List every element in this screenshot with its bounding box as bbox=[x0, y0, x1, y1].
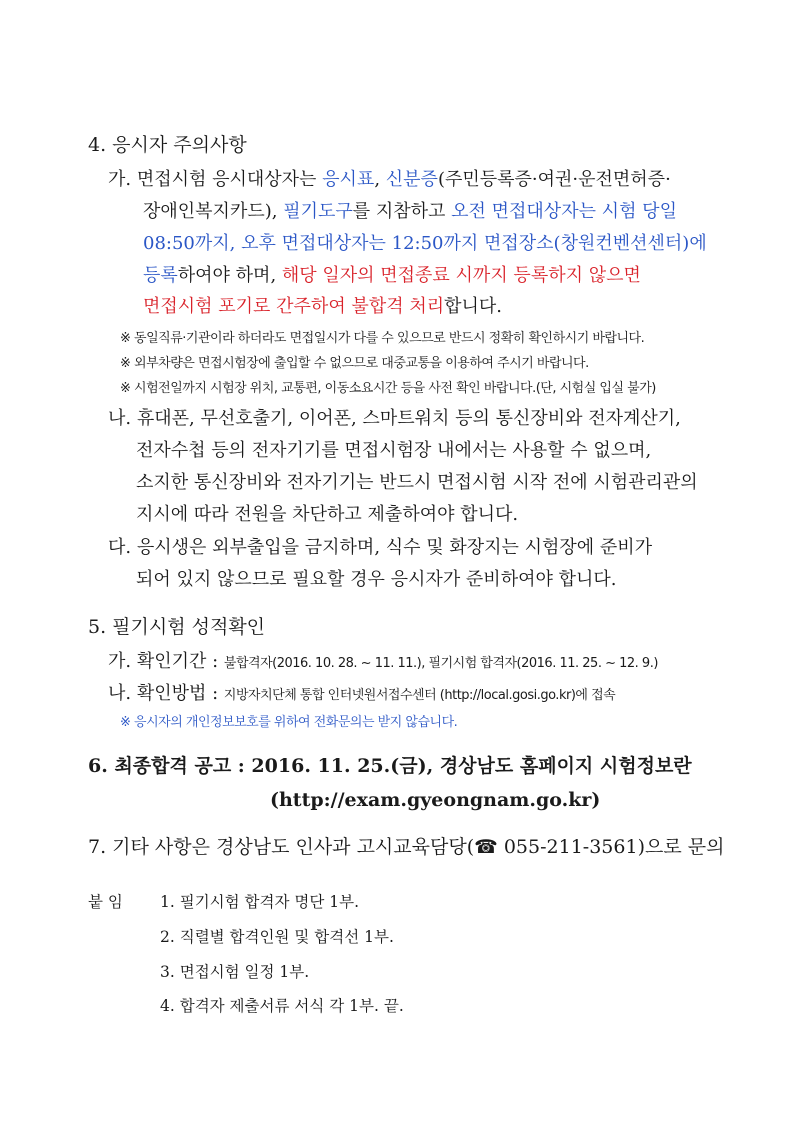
s4-na-line-4: 지시에 따라 전원을 차단하고 제출하여야 합니다. bbox=[136, 504, 519, 525]
text-blue: 오전 면접대상자는 시험 당일 bbox=[451, 201, 677, 222]
section-5-title: 5. 필기시험 성적확인 bbox=[88, 616, 266, 638]
attach-item: 3. 면접시험 일정 1부. bbox=[160, 963, 310, 981]
section-7 bbox=[88, 836, 724, 859]
text-red: 면접시험 포기로 간주하여 불합격 처리 bbox=[143, 296, 445, 317]
s4-ga-line-1 bbox=[108, 169, 671, 191]
s4-na-line-1: 나. 휴대폰, 무선호출기, 이어폰, 스마트워치 등의 통신장비와 전자계산기, bbox=[108, 408, 681, 429]
s4-na-line-2: 전자수첩 등의 전자기기를 면접시험장 내에서는 사용할 수 없으며, bbox=[136, 440, 652, 461]
text: 7. 기타 사항은 경상남도 인사과 고시교육담당( bbox=[88, 836, 475, 858]
s4-da-line-2: 되어 있지 않으므로 필요할 경우 응시자가 준비하여야 합니다. bbox=[136, 569, 617, 590]
section-4-title: 4. 응시자 주의사항 bbox=[88, 134, 247, 156]
text-blue: 신분증 bbox=[385, 169, 438, 190]
s4-note-1: ※ 동일직류·기관이라 하더라도 면접일시가 다를 수 있으므로 반드시 정확히 확인하시기 바랍니다. bbox=[120, 331, 645, 346]
label: 나. 확인방법 : bbox=[108, 683, 224, 704]
attach-label: 붙 임 bbox=[88, 893, 123, 911]
text-blue: 필기도구 bbox=[283, 201, 353, 222]
text-blue: 등록 bbox=[143, 265, 178, 286]
s5-na bbox=[108, 683, 615, 705]
text-red: 해당 일자의 면접종료 시까지 등록하지 않으면 bbox=[281, 265, 641, 286]
phone-number: 055-211-3561 bbox=[503, 836, 638, 858]
text: (주민등록증·여권·운전면허증· bbox=[437, 169, 671, 190]
section-6-line-1: 6. 최종합격 공고 : 2016. 11. 25.(금), 경상남도 홈페이지 시험정보란 bbox=[88, 755, 692, 777]
text-blue: 응시표 bbox=[322, 169, 375, 190]
text: 합니다. bbox=[444, 296, 502, 317]
text: , bbox=[374, 169, 386, 190]
s4-da-line-1: 다. 응시생은 외부출입을 금지하며, 식수 및 화장지는 시험장에 준비가 bbox=[108, 537, 653, 558]
phone-icon: ☎ bbox=[474, 836, 504, 858]
value: 지방자치단체 통합 인터넷원서접수센터 (http://local.gosi.go.kr)에 접속 bbox=[223, 688, 616, 703]
text: 를 지참하고 bbox=[352, 201, 452, 222]
s5-note: ※ 응시자의 개인정보보호를 위하여 전화문의는 받지 않습니다. bbox=[120, 715, 458, 730]
s4-ga-line-2 bbox=[143, 201, 677, 223]
s4-ga-line-4 bbox=[143, 265, 641, 287]
label: 가. 확인기간 : bbox=[108, 651, 224, 672]
text: 장애인복지카드), bbox=[143, 201, 284, 222]
s4-note-3: ※ 시험전일까지 시험장 위치, 교통편, 이동소요시간 등을 사전 확인 바랍니다.(단, 시험실 입실 불가) bbox=[120, 381, 656, 396]
attach-item: 2. 직렬별 합격인원 및 합격선 1부. bbox=[160, 928, 394, 946]
text: )으로 문의 bbox=[637, 836, 725, 858]
s5-ga bbox=[108, 651, 658, 673]
s4-note-2: ※ 외부차량은 면접시험장에 출입할 수 없으므로 대중교통을 이용하여 주시기 바랍니다. bbox=[120, 356, 589, 371]
attach-item: 1. 필기시험 합격자 명단 1부. bbox=[160, 893, 360, 911]
attach-item: 4. 합격자 제출서류 서식 각 1부. 끝. bbox=[160, 997, 404, 1015]
s4-na-line-3: 소지한 통신장비와 전자기기는 반드시 면접시험 시작 전에 시험관리관의 bbox=[136, 472, 698, 493]
s4-ga-line-3: 08:50까지, 오후 면접대상자는 12:50까지 면접장소(창원컨벤션센터)에 bbox=[143, 233, 707, 254]
value: 불합격자(2016. 10. 28. ~ 11. 11.), 필기시험 합격자(2016. 11. 25. ~ 12. 9.) bbox=[223, 656, 658, 671]
text: 하여야 하며, bbox=[177, 265, 282, 286]
section-6-url: (http://exam.gyeongnam.go.kr) bbox=[270, 789, 601, 811]
text: 가. 면접시험 응시대상자는 bbox=[108, 169, 323, 190]
s4-ga-line-5 bbox=[143, 296, 502, 318]
